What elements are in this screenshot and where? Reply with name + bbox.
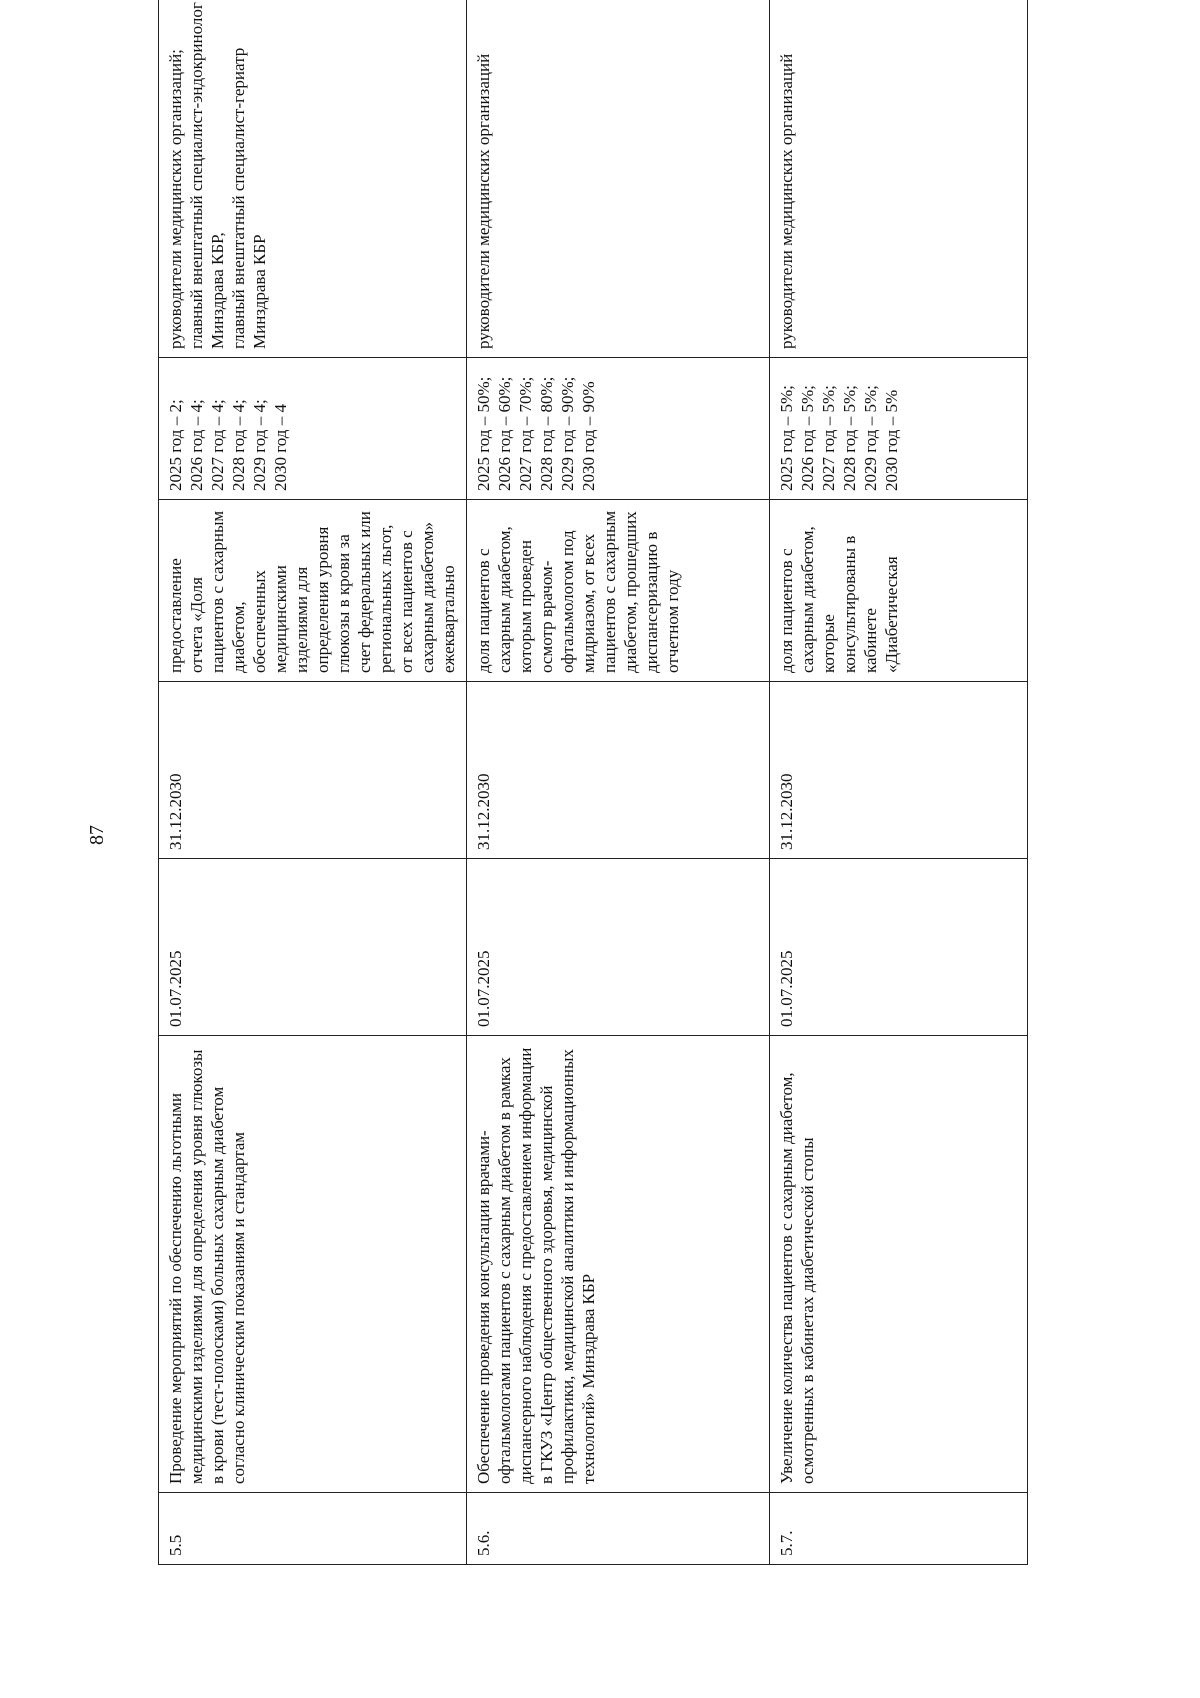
activity-cell: Обеспечение проведения консультации врачами-офтальмологами пациентов с сахарным диабетом в рамках диспансерного наблюдения с предоставлением информации в ГКУЗ «Центр общественного здоровья, медицинской профилактики, медицинской аналитики и информационных технологий» Минздрава КБР — [467, 1036, 770, 1493]
start-date-cell: 01.07.2025 — [467, 859, 770, 1036]
indicator-cell: доля пациентов с сахарным диабетом, которые консультированы в кабинете «Диабетическая — [770, 500, 1028, 682]
indicator-cell: предоставление отчета «Доля пациентов с сахарным диабетом, обеспеченных медицинскими изделиями для определения уровня глюкозы в крови за счет федеральных или региональных льгот, от всех пациентов с сахарным диабетом» ежеквартально — [159, 500, 467, 682]
values-cell: 2025 год – 2; 2026 год – 4; 2027 год – 4; 2028 год – 4; 2029 год – 4; 2030 год – 4 — [159, 358, 467, 500]
activity-cell: Увеличение количества пациентов с сахарным диабетом, осмотренных в кабинетах диабетической стопы — [770, 1036, 1028, 1493]
responsible-cell: руководители медицинских организаций; главный внештатный специалист-эндокринолог Минздрава КБР, главный внештатный специалист-гериатр Минздрава КБР — [159, 0, 467, 358]
activity-cell: Проведение мероприятий по обеспечению льготными медицинскими изделиями для определения уровня глюкозы в крови (тест-полосками) больных сахарным диабетом согласно клиническим показаниям и стандартам — [159, 1036, 467, 1493]
end-date-cell: 31.12.2030 — [467, 682, 770, 859]
values-cell: 2025 год – 5%; 2026 год – 5%; 2027 год – 5%; 2028 год – 5%; 2029 год – 5%; 2030 год – 5% — [770, 358, 1028, 500]
responsible-cell: руководители медицинских организаций — [467, 0, 770, 358]
row-number: 5.5 — [159, 1493, 467, 1565]
indicator-cell: доля пациентов с сахарным диабетом, которым проведен осмотр врачом-офтальмологом под мидриазом, от всех пациентов с сахарным диабетом, прошедших диспансеризацию в отчетном году — [467, 500, 770, 682]
end-date-cell: 31.12.2030 — [770, 682, 1028, 859]
table-row — [159, 0, 467, 1565]
responsible-cell: руководители медицинских организаций — [770, 0, 1028, 358]
start-date-cell: 01.07.2025 — [159, 859, 467, 1036]
row-number: 5.6. — [467, 1493, 770, 1565]
row-number: 5.7. — [770, 1493, 1028, 1565]
measures-table — [158, 0, 1028, 1565]
start-date-cell: 01.07.2025 — [770, 859, 1028, 1036]
end-date-cell: 31.12.2030 — [159, 682, 467, 859]
table-row — [467, 0, 770, 1565]
table-row — [770, 0, 1028, 1565]
rotated-table-wrapper — [158, 2, 1058, 1565]
page-number: 87 — [86, 825, 108, 845]
values-cell: 2025 год – 50%; 2026 год – 60%; 2027 год – 70%; 2028 год – 80%; 2029 год – 90%; 2030 год – 90% — [467, 358, 770, 500]
